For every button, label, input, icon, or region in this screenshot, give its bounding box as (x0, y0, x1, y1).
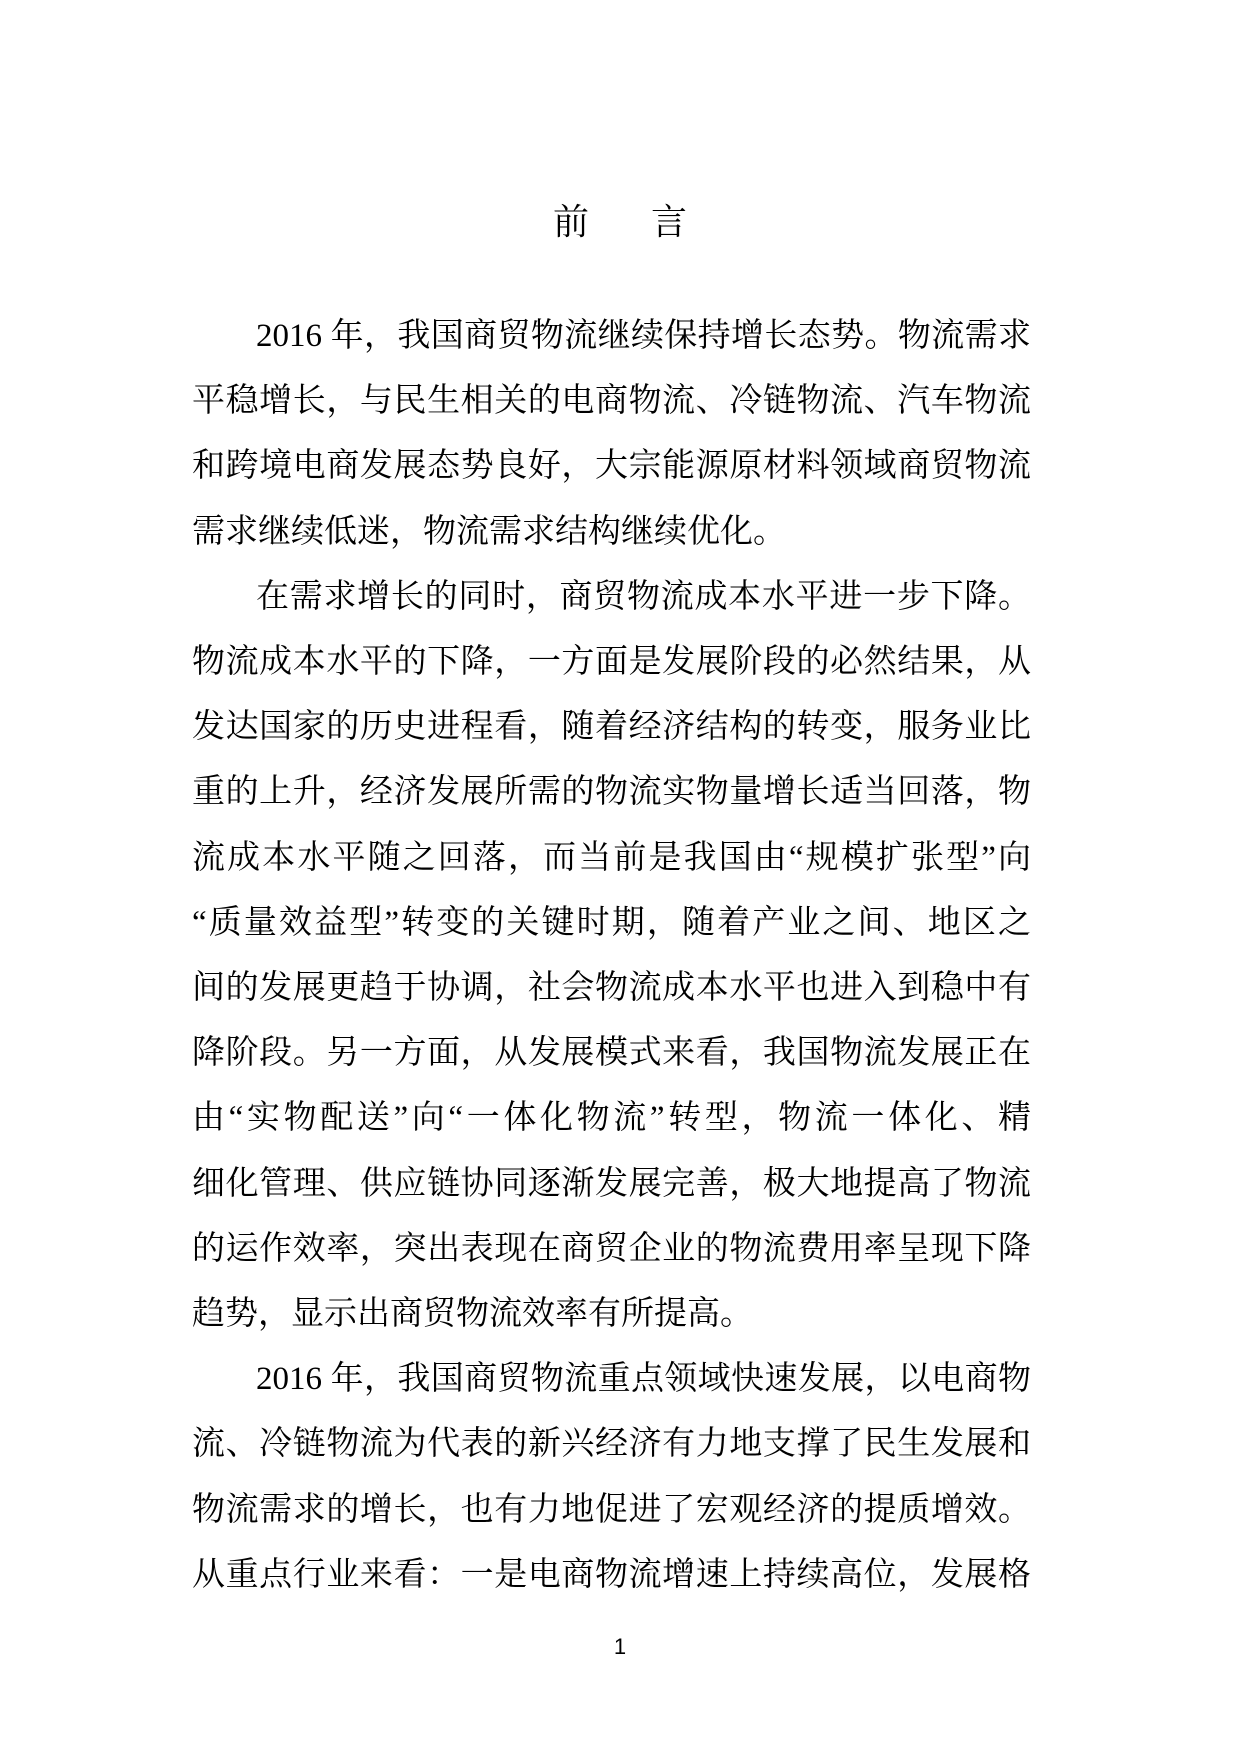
page-number: 1 (613, 1634, 627, 1659)
text-line: 平稳增长，与民生相关的电商物流、冷链物流、汽车物流 (192, 383, 1031, 420)
text-line: 流、冷链物流为代表的新兴经济有力地支撑了民生发展和 (192, 1426, 1031, 1463)
text-line: 流成本水平随之回落，而当前是我国由“规模扩张型”向 (192, 839, 1031, 876)
text-line: 间的发展更趋于协调，社会物流成本水平也进入到稳中有 (192, 970, 1031, 1006)
text-line: 物流需求的增长，也有力地促进了宏观经济的提质增效。 (192, 1491, 1031, 1528)
text-line: 趋势，显示出商贸物流效率有所提高。 (192, 1296, 753, 1332)
text-line: “质量效益型”转变的关键时期，随着产业之间、地区之 (192, 904, 1031, 941)
text-line: 发达国家的历史进程看，随着经济结构的转变，服务业比 (192, 709, 1031, 746)
text-line: 降阶段。另一方面，从发展模式来看，我国物流发展正在 (192, 1035, 1031, 1072)
text-line: 由“实物配送”向“一体化物流”转型，物流一体化、精 (192, 1100, 1031, 1137)
text-line: 物流成本水平的下降，一方面是发展阶段的必然结果，从 (192, 644, 1031, 680)
text-line: 2016 年，我国商贸物流继续保持增长态势。物流需求 (256, 318, 1031, 354)
text-line: 需求继续低迷，物流需求结构继续优化。 (192, 513, 786, 550)
text-line: 从重点行业来看：一是电商物流增速上持续高位，发展格 (192, 1556, 1031, 1593)
text-line: 2016 年，我国商贸物流重点领域快速发展，以电商物 (256, 1361, 1031, 1398)
text-line: 在需求增长的同时，商贸物流成本水平进一步下降。 (256, 578, 1031, 615)
text-line: 和跨境电商发展态势良好，大宗能源原材料领域商贸物流 (192, 448, 1031, 485)
text-line: 细化管理、供应链协同逐渐发展完善，极大地提高了物流 (192, 1165, 1031, 1202)
page-title: 前言 (552, 202, 749, 242)
text-line: 的运作效率，突出表现在商贸企业的物流费用率呈现下降 (192, 1230, 1031, 1267)
text-line: 重的上升，经济发展所需的物流实物量增长适当回落，物 (192, 774, 1031, 811)
